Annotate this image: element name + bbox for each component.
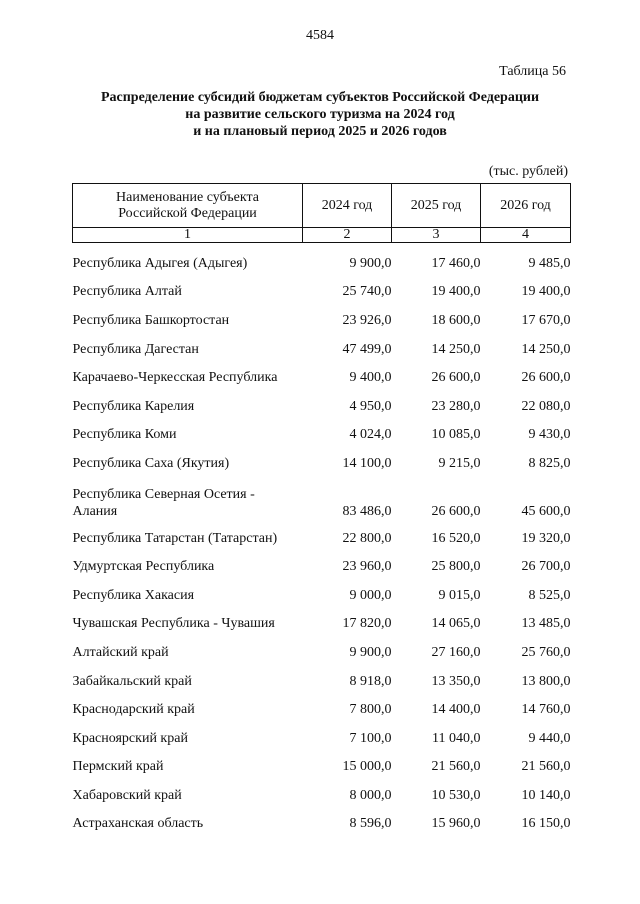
region-name-line: Республика Адыгея (Адыгея)	[72, 255, 248, 271]
page-number: 4584	[306, 28, 334, 43]
region-name-line: Удмуртская Республика	[72, 559, 215, 575]
value-2025: 11 040,0	[432, 730, 481, 746]
value-2026: 9 440,0	[528, 730, 571, 746]
value-2025: 26 600,0	[431, 503, 481, 519]
title-line: Распределение субсидий бюджетам субъектов Российской Федерации	[100, 90, 540, 105]
table-header-row	[73, 184, 571, 228]
region-name	[73, 335, 303, 364]
region-name	[73, 810, 303, 839]
table-label: Таблица 56	[499, 64, 566, 79]
value-2025: 23 280,0	[431, 398, 481, 414]
region-name-line: Астраханская область	[72, 816, 204, 832]
region-name	[73, 278, 303, 307]
subsidy-table	[72, 183, 571, 838]
column-header-2026: 2026 год	[481, 184, 571, 228]
value-2024: 7 800,0	[349, 702, 392, 718]
header-line: Наименование субъекта	[116, 189, 259, 205]
table-row	[73, 638, 571, 667]
value-2025: 9 215,0	[438, 455, 481, 471]
value-2025: 19 400,0	[431, 284, 481, 300]
value-2024: 25 740,0	[342, 284, 392, 300]
value-2026: 14 760,0	[521, 702, 571, 718]
region-name-line: Республика Дагестан	[72, 341, 199, 357]
region-name	[73, 306, 303, 335]
region-name-line: Чувашская Республика - Чувашия	[72, 616, 275, 632]
title-line: на развитие сельского туризма на 2024 год	[185, 107, 455, 122]
column-number: 4	[481, 228, 571, 243]
region-name	[73, 392, 303, 421]
title-line: и на плановый период 2025 и 2026 годов	[193, 124, 447, 139]
value-2026: 19 320,0	[521, 530, 571, 546]
value-2026: 8 525,0	[528, 587, 571, 603]
value-2024: 4 950,0	[349, 398, 392, 414]
table-row	[73, 363, 571, 392]
table-row	[73, 392, 571, 421]
value-2026: 13 485,0	[521, 616, 571, 632]
value-2024: 17 820,0	[342, 616, 392, 632]
region-name	[73, 581, 303, 610]
table-row	[73, 524, 571, 553]
value-2025: 14 065,0	[431, 616, 481, 632]
region-name-line: Красноярский край	[72, 730, 188, 746]
region-name-line: Пермский край	[72, 759, 164, 775]
value-2024: 8 596,0	[349, 816, 392, 832]
region-name-line: Республика Башкортостан	[72, 312, 230, 328]
value-2025: 14 400,0	[431, 702, 481, 718]
value-2025: 15 960,0	[431, 816, 481, 832]
region-name	[73, 449, 303, 478]
value-2026: 26 600,0	[521, 370, 571, 386]
column-header-name	[73, 184, 303, 228]
table-row	[73, 667, 571, 696]
region-name	[73, 524, 303, 553]
value-2025: 25 800,0	[431, 559, 481, 575]
value-2024: 8 000,0	[349, 787, 392, 803]
value-2026: 16 150,0	[521, 816, 571, 832]
value-2024: 9 000,0	[349, 587, 392, 603]
region-name-line: Забайкальский край	[72, 673, 192, 689]
table-row	[73, 695, 571, 724]
column-number: 1	[73, 228, 303, 243]
table-row	[73, 243, 571, 278]
value-2024: 23 960,0	[342, 559, 392, 575]
value-2025: 26 600,0	[431, 370, 481, 386]
table-row	[73, 449, 571, 478]
table-row	[73, 552, 571, 581]
table-row	[73, 581, 571, 610]
table-row	[73, 724, 571, 753]
table-body	[73, 243, 571, 839]
value-2026: 8 825,0	[528, 455, 571, 471]
value-2024: 47 499,0	[342, 341, 392, 357]
value-2025: 10 085,0	[431, 427, 481, 443]
value-2025: 27 160,0	[431, 644, 481, 660]
value-2026: 14 250,0	[521, 341, 571, 357]
region-name	[73, 781, 303, 810]
value-2024: 14 100,0	[342, 455, 392, 471]
value-2025: 14 250,0	[431, 341, 481, 357]
value-2025: 13 350,0	[431, 673, 481, 689]
region-name	[73, 243, 303, 278]
region-name	[73, 552, 303, 581]
table-row	[73, 335, 571, 364]
column-header-2024: 2024 год	[303, 184, 392, 228]
column-number-row	[73, 228, 571, 243]
document-title	[0, 89, 640, 140]
region-name	[73, 363, 303, 392]
value-2024: 9 900,0	[349, 255, 392, 271]
table-row	[73, 478, 571, 524]
value-2024: 9 400,0	[349, 370, 392, 386]
value-2026: 13 800,0	[521, 673, 571, 689]
value-2025: 16 520,0	[431, 530, 481, 546]
value-2025: 18 600,0	[431, 312, 481, 328]
value-2025: 17 460,0	[431, 255, 481, 271]
value-2026: 19 400,0	[521, 284, 571, 300]
header-line: Российской Федерации	[118, 205, 257, 221]
table-row	[73, 278, 571, 307]
region-name-line: Республика Татарстан (Татарстан)	[72, 530, 278, 546]
column-number: 3	[392, 228, 481, 243]
value-2026: 9 485,0	[528, 255, 571, 271]
region-name	[73, 610, 303, 639]
table-row	[73, 810, 571, 839]
value-2026: 17 670,0	[521, 312, 571, 328]
table-row	[73, 306, 571, 335]
region-name-line: Республика Карелия	[72, 398, 195, 414]
region-name-line: Хабаровский край	[72, 787, 182, 803]
region-name	[73, 667, 303, 696]
region-name-line: Республика Хакасия	[72, 587, 195, 603]
value-2026: 22 080,0	[521, 398, 571, 414]
value-2025: 21 560,0	[431, 759, 481, 775]
region-name-line: Республика Саха (Якутия)	[72, 455, 230, 471]
region-name-line: Алтайский край	[72, 644, 169, 660]
value-2024: 15 000,0	[342, 759, 392, 775]
region-name	[73, 695, 303, 724]
region-name-line: Карачаево-Черкесская Республика	[72, 370, 278, 386]
value-2024: 4 024,0	[349, 427, 392, 443]
region-name	[73, 421, 303, 450]
value-2024: 83 486,0	[342, 503, 392, 519]
region-name	[73, 724, 303, 753]
value-2024: 23 926,0	[342, 312, 392, 328]
region-name	[73, 478, 303, 524]
table-row	[73, 753, 571, 782]
region-name-line: Республика Алтай	[72, 284, 182, 300]
value-2025: 9 015,0	[438, 587, 481, 603]
region-name	[73, 638, 303, 667]
value-2026: 10 140,0	[521, 787, 571, 803]
value-2024: 8 918,0	[349, 673, 392, 689]
value-2026: 26 700,0	[521, 559, 571, 575]
value-2026: 21 560,0	[521, 759, 571, 775]
value-2026: 25 760,0	[521, 644, 571, 660]
value-2024: 7 100,0	[349, 730, 392, 746]
table-row	[73, 610, 571, 639]
value-2025: 10 530,0	[431, 787, 481, 803]
value-2026: 45 600,0	[521, 503, 571, 519]
value-2024: 9 900,0	[349, 644, 392, 660]
table-row	[73, 781, 571, 810]
column-header-2025: 2025 год	[392, 184, 481, 228]
region-name	[73, 753, 303, 782]
region-name-line: Республика Коми	[72, 427, 177, 443]
value-2024: 22 800,0	[342, 530, 392, 546]
table-row	[73, 421, 571, 450]
column-number: 2	[303, 228, 392, 243]
region-name-line: Алания	[72, 503, 118, 519]
value-2026: 9 430,0	[528, 427, 571, 443]
units-label: (тыс. рублей)	[488, 164, 568, 179]
region-name-line: Краснодарский край	[72, 702, 195, 718]
region-name-line: Республика Северная Осетия -	[72, 486, 255, 502]
